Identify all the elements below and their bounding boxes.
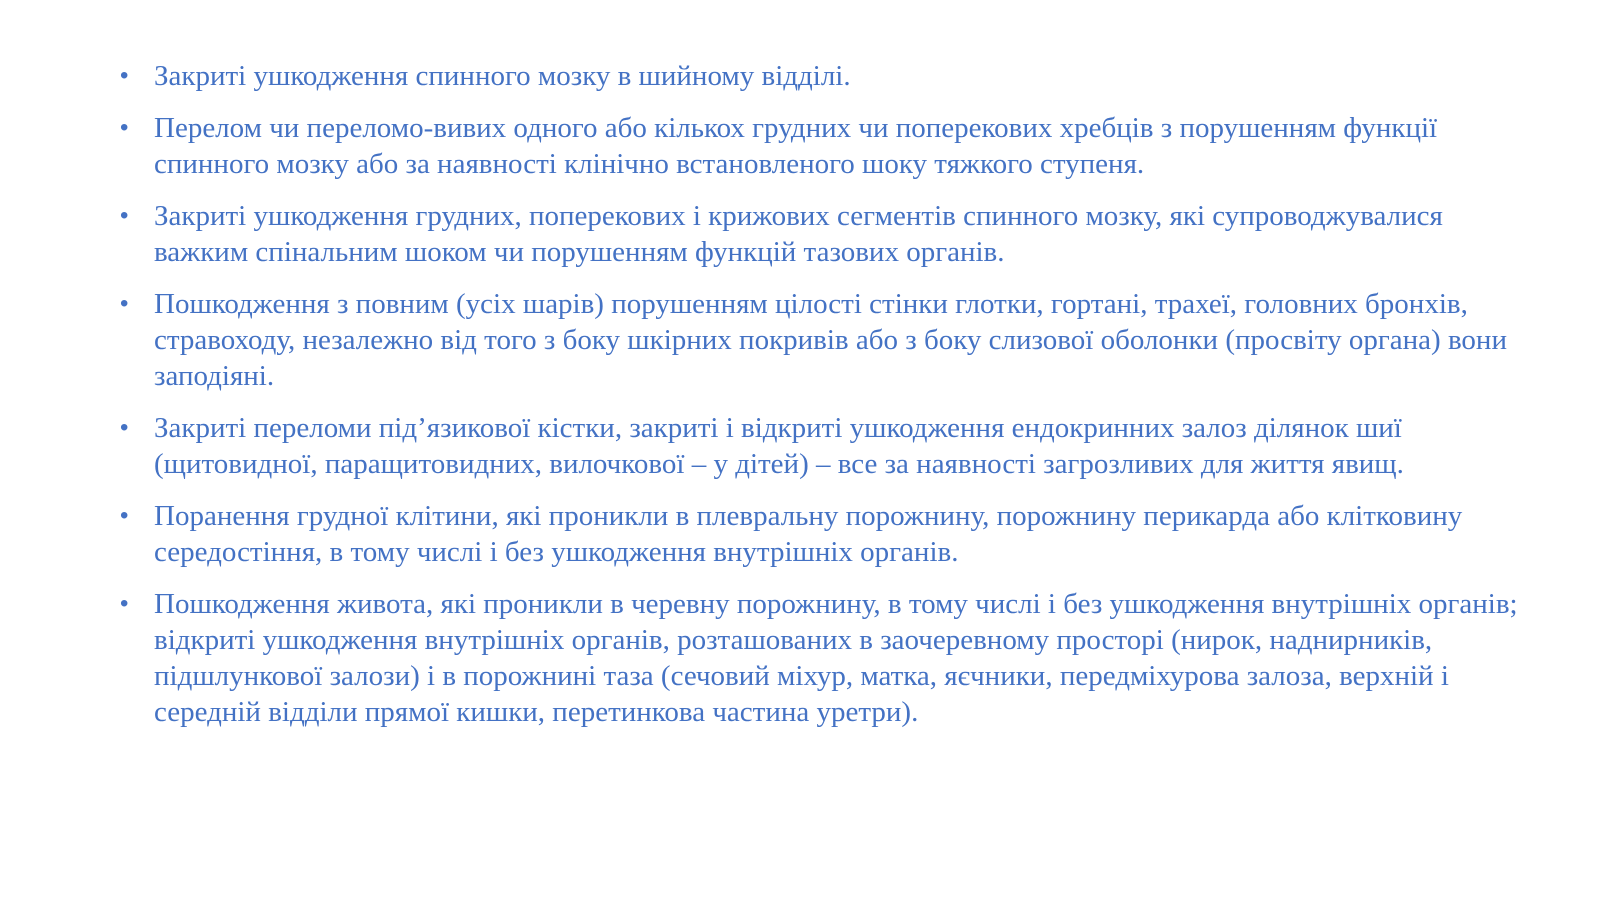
bullet-icon: • [120, 502, 129, 529]
bullet-icon: • [120, 290, 129, 317]
bullet-list [118, 58, 1518, 746]
list-item [118, 586, 1518, 730]
list-item-text: Закриті ушкодження спинного мозку в шийному відділі. [154, 60, 851, 92]
list-item [118, 410, 1518, 482]
bullet-icon: • [120, 414, 129, 441]
list-item-text: Перелом чи переломо-вивих одного або кількох грудних чи поперекових хребців з порушенням функції спинного мозку або за наявності клінічно встановленого шоку тяжкого ступеня. [154, 112, 1438, 180]
list-item-text: Пошкодження з повним (усіх шарів) порушенням цілості стінки глотки, гортані, трахеї, головних бронхів, стравоходу, незалежно від того з боку шкірних покривів або з боку слизової оболонки (просвіту органа) вони заподіяні. [154, 288, 1507, 392]
list-item [118, 498, 1518, 570]
list-item [118, 198, 1518, 270]
bullet-icon: • [120, 62, 129, 89]
list-item-text: Поранення грудної клітини, які проникли в плевральну порожнину, порожнину перикарда або клітковину середостіння, в тому числі і без ушкодження внутрішніх органів. [154, 500, 1463, 568]
list-item [118, 110, 1518, 182]
list-item-text: Пошкодження живота, які проникли в черевну порожнину, в тому числі і без ушкодження внутрішніх органів; відкриті ушкодження внутрішніх органів, розташованих в заочеревному просторі (нирок, наднирників, підшлункової залози) і в порожнині таза (сечовий міхур, матка, яєчники, передміхурова залоза, верхній і середній відділи прямої кишки, перетинкова частина уретри). [154, 588, 1518, 728]
list-item-text: Закриті ушкодження грудних, поперекових і крижових сегментів спинного мозку, які супроводжувалися важким спінальним шоком чи порушенням функцій тазових органів. [154, 200, 1443, 268]
bullet-icon: • [120, 202, 129, 229]
list-item-text: Закриті переломи під’язикової кістки, закриті і відкриті ушкодження ендокринних залоз ділянок шиї (щитовидної, паращитовидних, вилочкової – у дітей) – все за наявності загрозливих для життя явищ. [154, 412, 1404, 480]
bullet-icon: • [120, 590, 129, 617]
list-item [118, 58, 1518, 94]
bullet-icon: • [120, 114, 129, 141]
list-item [118, 286, 1518, 394]
